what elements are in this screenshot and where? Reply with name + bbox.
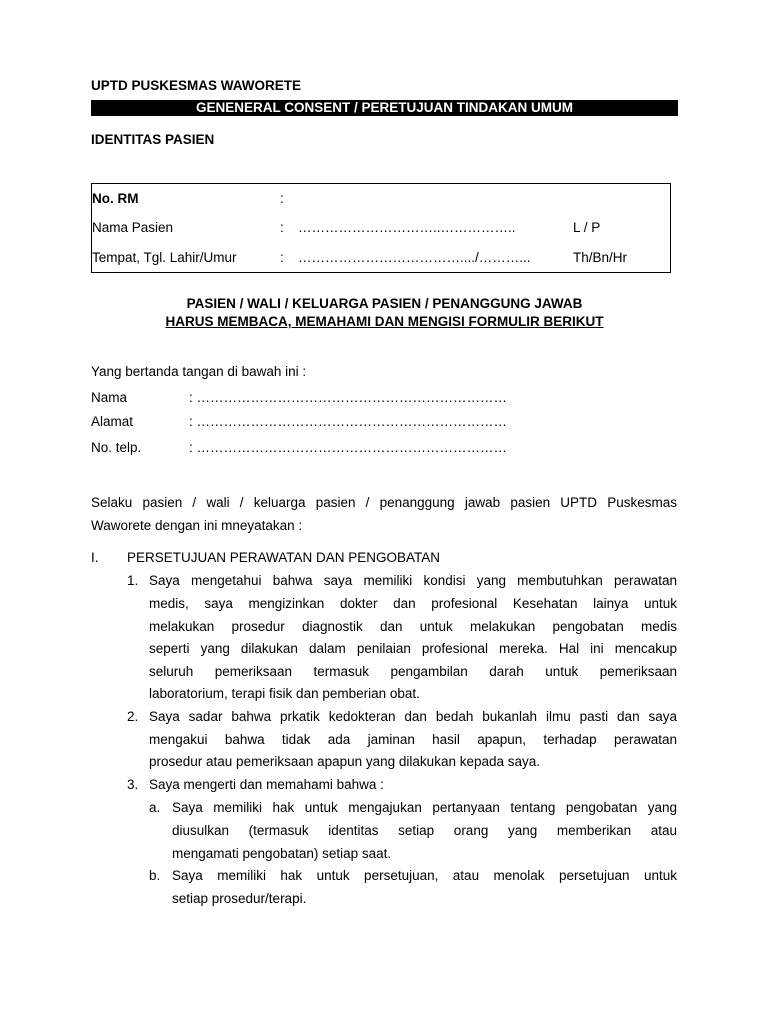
section-title: PERSETUJUAN PERAWATAN DAN PENGOBATAN	[127, 550, 441, 565]
birth-label: Tempat, Tgl. Lahir/Umur	[92, 250, 237, 265]
sub-b-line: setiap prosedur/terapi.	[172, 891, 307, 906]
age-unit-option[interactable]: Th/Bn/Hr	[573, 250, 628, 265]
patient-name-colon: :	[280, 220, 284, 235]
signer-name-field[interactable]: : ……………………………………………………………	[189, 390, 508, 405]
birth-colon: :	[280, 250, 284, 265]
item-1-line: medis, saya mengizinkan dokter dan profesional Kesehatan lainya untuk	[149, 596, 677, 611]
statement-line-2: Waworete dengan ini mneyatakan :	[91, 518, 303, 533]
signer-phone-field[interactable]: : ……………………………………………………………	[189, 440, 508, 455]
item-2-number: 2.	[127, 709, 139, 724]
sub-a-label: a.	[149, 800, 161, 815]
item-1-line: Saya mengetahui bahwa saya memiliki kondisi yang membutuhkan perawatan	[149, 573, 677, 588]
signer-address-field[interactable]: : ……………………………………………………………	[189, 414, 508, 429]
organization-name: UPTD PUSKESMAS WAWORETE	[91, 78, 302, 93]
item-1-line: seperti yang dilakukan dalam penilaian profesional mereka. Hal ini mencakup	[149, 641, 677, 656]
notice-line-2: HARUS MEMBACA, MEMAHAMI DAN MENGISI FORMULIR BERIKUT	[165, 314, 604, 329]
rm-label: No. RM	[92, 191, 139, 206]
signer-phone-label: No. telp.	[91, 440, 142, 455]
patient-name-label: Nama Pasien	[92, 220, 174, 235]
item-2-line: Saya sadar bahwa prkatik kedokteran dan bedah bukanlah ilmu pasti dan saya	[149, 709, 677, 724]
item-1-line: laboratorium, terapi fisik dan pemberian obat.	[149, 686, 420, 701]
signer-name-label: Nama	[91, 390, 128, 405]
sub-b-label: b.	[149, 868, 161, 883]
item-1-line: melakukan prosedur diagnostik dan untuk melakukan pengobatan medis	[149, 619, 677, 634]
section-heading-identity: IDENTITAS PASIEN	[91, 132, 215, 147]
sub-a-line: Saya memiliki hak untuk mengajukan pertanyaan tentang pengobatan yang	[172, 800, 677, 815]
patient-name-field[interactable]: …………………………..……………..	[298, 220, 516, 235]
sub-a-line: mengamati pengobatan) setiap saat.	[172, 846, 392, 861]
form-title-bar: GENENERAL CONSENT / PERETUJUAN TINDAKAN UMUM	[91, 100, 678, 116]
notice-line-1: PASIEN / WALI / KELUARGA PASIEN / PENANGGUNG JAWAB	[186, 296, 583, 311]
birth-field[interactable]: ………………………………..../………...	[298, 250, 531, 265]
section-numeral: I.	[91, 550, 99, 565]
sub-a-line: diusulkan (termasuk identitas setiap orang yang memberikan atau	[172, 823, 677, 838]
item-3-number: 3.	[127, 777, 139, 792]
statement-line-1: Selaku pasien / wali / keluarga pasien / penanggung jawab pasien UPTD Puskesmas	[91, 495, 677, 510]
item-3-line: Saya mengerti dan memahami bahwa :	[149, 777, 384, 792]
item-1-line: seluruh pemeriksaan termasuk pengambilan darah untuk pemeriksaan	[149, 664, 677, 679]
signer-address-label: Alamat	[91, 414, 134, 429]
sex-option[interactable]: L / P	[573, 220, 601, 235]
rm-colon: :	[280, 191, 284, 206]
sub-b-line: Saya memiliki hak untuk persetujuan, atau menolak persetujuan untuk	[172, 868, 677, 883]
item-1-number: 1.	[127, 573, 139, 588]
item-2-line: prosedur atau pemeriksaan apapun yang dilakukan kepada saya.	[149, 754, 541, 769]
signer-intro: Yang bertanda tangan di bawah ini :	[91, 364, 307, 379]
item-2-line: mengakui bahwa tidak ada jaminan hasil apapun, terhadap perawatan	[149, 732, 677, 747]
